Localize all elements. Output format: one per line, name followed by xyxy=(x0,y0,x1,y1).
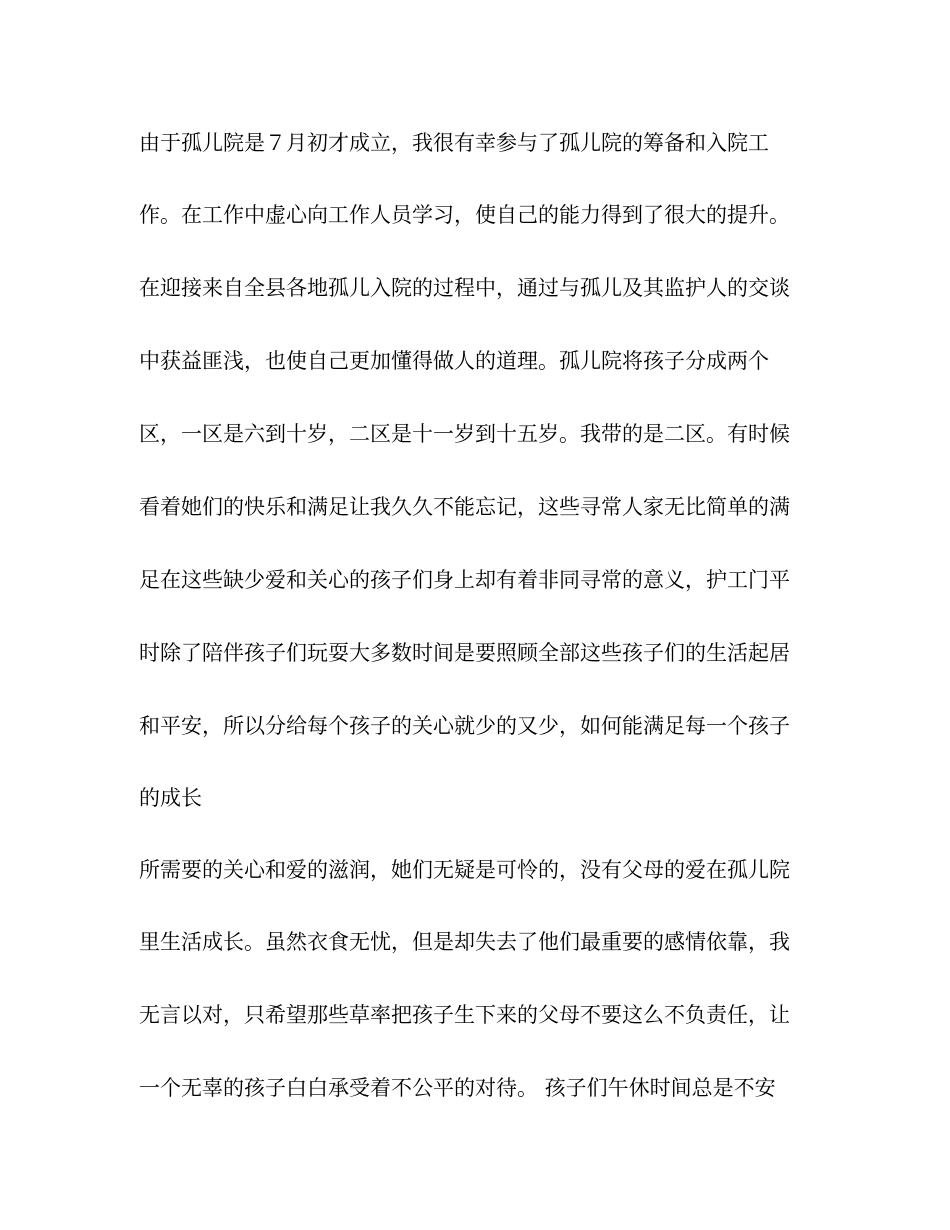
paragraph-line-2: 作。在工作中虚心向工作人员学习，使自己的能力得到了很大的提升。 xyxy=(139,203,790,227)
paragraph-line-6: 看着她们的快乐和满足让我久久不能忘记，这些寻常人家无比简单的满 xyxy=(139,495,790,519)
paragraph-line-3: 在迎接来自全县各地孤儿入院的过程中，通过与孤儿及其监护人的交谈 xyxy=(139,276,790,300)
paragraph-line-11: 所需要的关心和爱的滋润，她们无疑是可怜的，没有父母的爱在孤儿院 xyxy=(139,858,790,882)
paragraph-line-8: 时除了陪伴孩子们玩耍大多数时间是要照顾全部这些孩子们的生活起居 xyxy=(139,641,790,665)
paragraph-line-13: 无言以对，只希望那些草率把孩子生下来的父母不要这么不负责任，让 xyxy=(139,1003,790,1027)
paragraph-line-10: 的成长 xyxy=(139,786,202,810)
paragraph-line-12: 里生活成长。虽然衣食无忧，但是却失去了他们最重要的感情依靠，我 xyxy=(139,930,790,954)
paragraph-line-1: 由于孤儿院是７月初才成立，我很有幸参与了孤儿院的筹备和入院工 xyxy=(139,131,769,155)
paragraph-line-4: 中获益匪浅，也使自己更加懂得做人的道理。孤儿院将孩子分成两个 xyxy=(139,349,769,373)
paragraph-line-5: 区，一区是六到十岁，二区是十一岁到十五岁。我带的是二区。有时候 xyxy=(139,422,790,446)
paragraph-line-14: 一个无辜的孩子白白承受着不公平的对待。 孩子们午休时间总是不安 xyxy=(139,1076,776,1100)
paragraph-line-7: 足在这些缺少爱和关心的孩子们身上却有着非同寻常的意义，护工门平 xyxy=(139,568,790,592)
paragraph-line-9: 和平安，所以分给每个孩子的关心就少的又少，如何能满足每一个孩子 xyxy=(139,714,790,738)
